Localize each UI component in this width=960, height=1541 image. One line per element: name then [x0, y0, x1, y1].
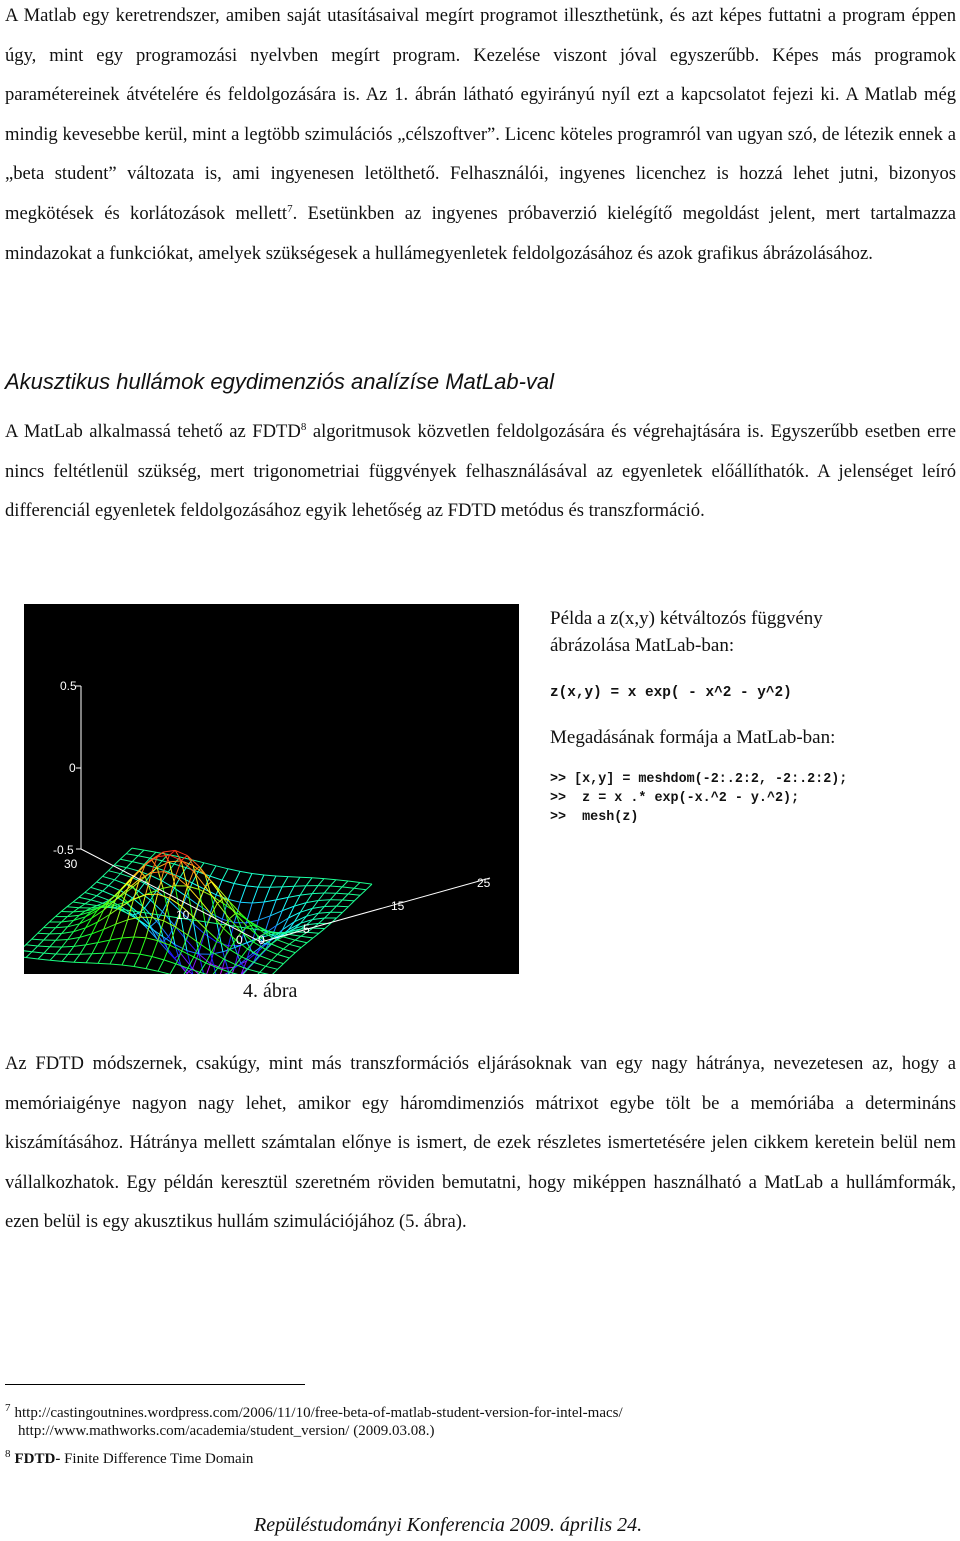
- mesh-segment: [188, 935, 200, 944]
- mesh-segment: [122, 937, 134, 938]
- mesh-segment: [228, 869, 240, 872]
- mesh-segment: [132, 848, 144, 850]
- mesh-segment: [108, 871, 120, 874]
- mesh-segment: [140, 938, 146, 954]
- footnote-8: $^8$ FDTD- Finite Difference Time Domain: [5, 1448, 254, 1467]
- mesh-segment: [294, 877, 300, 886]
- mesh-segment: [120, 854, 126, 860]
- mesh-segment: [38, 959, 50, 960]
- footnote-7-line2: [18, 1421, 434, 1441]
- mesh-segment: [138, 856, 150, 858]
- mesh-segment: [194, 917, 206, 929]
- mesh-segment: [140, 895, 146, 918]
- mesh-segment: [301, 943, 307, 948]
- mesh-segment: [115, 880, 127, 885]
- mesh-segment: [240, 886, 246, 902]
- mesh-segment: [134, 954, 140, 966]
- mesh-segment: [241, 914, 253, 925]
- mesh-segment: [50, 940, 56, 947]
- mesh-segment: [264, 900, 276, 902]
- mesh-segment: [266, 960, 272, 966]
- mesh-segment: [277, 940, 289, 945]
- mesh-segment: [44, 922, 50, 928]
- y-tick-label: 30: [64, 857, 78, 871]
- mesh-segment: [266, 966, 278, 969]
- mesh-segment: [300, 894, 312, 896]
- mesh-segment: [68, 946, 74, 954]
- mesh-segment: [134, 967, 146, 969]
- mesh-segment: [258, 916, 270, 920]
- mesh-segment: [306, 878, 312, 886]
- mesh-segment: [210, 866, 216, 876]
- mesh-segment: [151, 921, 157, 926]
- mesh-segment: [67, 907, 79, 908]
- mesh-segment: [32, 939, 44, 940]
- mesh-segment: [288, 895, 300, 897]
- mesh-segment: [252, 887, 258, 903]
- mesh-segment: [307, 938, 313, 943]
- footnote-ref-7[interactable]: 7: [287, 202, 293, 215]
- mesh-segment: [282, 886, 294, 887]
- mesh-segment: [44, 953, 56, 954]
- mesh-segment: [74, 954, 80, 962]
- mesh-segment: [104, 940, 110, 953]
- mesh-segment: [318, 900, 330, 901]
- mesh-segment: [330, 893, 336, 900]
- mesh-segment: [80, 954, 92, 955]
- mesh-segment: [24, 945, 26, 951]
- mesh-segment: [122, 965, 134, 967]
- mesh-segment: [300, 886, 306, 895]
- mesh-segment: [336, 880, 348, 881]
- mesh-segment: [86, 943, 98, 945]
- mesh-segment: [283, 944, 289, 949]
- mesh-segment: [282, 877, 288, 887]
- mesh-segment: [348, 901, 354, 907]
- mesh-segment: [254, 972, 260, 974]
- y-tick-label: 0: [236, 933, 243, 947]
- mesh-segment: [252, 874, 264, 876]
- mesh-segment: [343, 907, 349, 913]
- mesh-segment: [110, 953, 116, 964]
- mesh-segment: [331, 906, 337, 912]
- mesh-segment: [217, 972, 229, 974]
- y-tick-label: 10: [176, 908, 190, 922]
- mesh-segment: [342, 894, 348, 900]
- mesh-segment: [216, 866, 228, 869]
- mesh-segment: [62, 954, 68, 961]
- mesh-segment: [272, 954, 278, 960]
- mesh-segment: [300, 877, 312, 878]
- mesh-segment: [26, 952, 32, 958]
- mesh-segment: [260, 956, 272, 961]
- mesh-segment: [145, 913, 157, 915]
- mesh-segment: [313, 933, 319, 938]
- mesh-segment: [336, 887, 342, 893]
- mesh-segment: [38, 940, 44, 946]
- mesh-segment: [246, 886, 258, 887]
- mesh-segment: [354, 888, 366, 890]
- section-paragraph: A MatLab alkalmassá tehető az FDTD$^8$ algoritmusok közvetlen feldolgozására és végrehajtására is. Egyszerűbb esetben erre nincs feltétlenül szükség, mert trigonometriai függvények felhasználásával az egyenletek előállíthatók. A jelenséget leíró differenciál egyenletek feldolgozásához egyik lehetőség az FDTD metódus és transzformáció.: [5, 421, 956, 522]
- mesh-segment: [132, 856, 138, 862]
- mesh-segment: [62, 946, 74, 947]
- mesh-plot: [24, 604, 519, 974]
- mesh-segment: [74, 945, 86, 947]
- mesh-segment: [186, 896, 198, 905]
- mesh-segment: [348, 888, 354, 894]
- mesh-segment: [151, 893, 157, 915]
- mesh-segment: [86, 954, 92, 963]
- mesh-segment: [218, 940, 230, 949]
- section-heading: Akusztikus hullámok egydimenziós analízíse MatLab-val: [5, 369, 555, 394]
- mesh-segment: [85, 900, 91, 904]
- mesh-segment: [312, 878, 324, 879]
- mesh-segment: [199, 867, 211, 882]
- mesh-segment: [146, 894, 158, 895]
- mesh-segment: [98, 940, 110, 943]
- mesh-segment: [246, 874, 252, 886]
- mesh-segment: [169, 861, 181, 862]
- mesh-segment: [252, 902, 264, 903]
- mesh-segment: [110, 938, 122, 940]
- mesh-segment: [272, 960, 284, 963]
- mesh-segment: [337, 912, 343, 918]
- mesh-segment: [110, 964, 122, 965]
- form-label: Megadásának formája a MatLab-ban:: [550, 727, 836, 748]
- mesh-plot-figure: [24, 604, 519, 974]
- z-tick-label: -0.5: [53, 843, 74, 857]
- mesh-segment: [204, 863, 216, 866]
- mesh-segment: [354, 895, 360, 901]
- mesh-segment: [134, 937, 146, 938]
- footnote-7-link-2[interactable]: http://www.mathworks.com/academia/student_version/ (2009.03.08.): [18, 1423, 435, 1439]
- mesh-segment: [61, 907, 67, 912]
- mesh-segment: [222, 869, 228, 880]
- mesh-segment: [115, 874, 121, 880]
- mesh-segment: [318, 879, 324, 886]
- mesh-segment: [260, 966, 266, 972]
- mesh-segment: [289, 953, 295, 958]
- mesh-segment: [92, 943, 98, 954]
- mesh-segment: [44, 947, 50, 953]
- mesh-segment: [336, 893, 348, 894]
- mesh-segment: [126, 862, 132, 868]
- mesh-segment: [229, 914, 235, 919]
- mesh-segment: [319, 929, 325, 934]
- mesh-segment: [91, 882, 97, 887]
- mesh-segment: [205, 922, 217, 924]
- mesh-segment: [38, 933, 50, 934]
- mesh-segment: [146, 957, 152, 969]
- mesh-segment: [152, 941, 158, 957]
- mesh-segment: [265, 944, 271, 945]
- mesh-segment: [56, 940, 68, 941]
- mesh-segment: [145, 900, 151, 908]
- x-tick-label: 0: [258, 933, 265, 947]
- mesh-segment: [26, 939, 32, 945]
- mesh-segment: [258, 875, 264, 887]
- mesh-segment: [248, 962, 254, 969]
- mesh-segment: [79, 904, 85, 908]
- mesh-segment: [103, 876, 115, 879]
- mesh-segment: [278, 964, 284, 970]
- mesh-segment: [301, 936, 313, 938]
- mesh-segment: [92, 953, 104, 954]
- mesh-segment: [140, 954, 152, 956]
- mesh-segment: [56, 947, 62, 954]
- mesh-segment: [86, 963, 98, 964]
- mesh-segment: [97, 876, 103, 882]
- mesh-segment: [283, 937, 295, 940]
- mesh-segment: [73, 897, 79, 902]
- mesh-segment: [276, 887, 282, 900]
- mesh-segment: [80, 945, 86, 954]
- mesh-segment: [240, 871, 252, 873]
- mesh-segment: [200, 929, 206, 944]
- x-axis: [261, 878, 490, 942]
- footnote-7-link[interactable]: http://castingoutnines.wordpress.com/2006/11/10/free-beta-of-matlab-student-version-for-intel-macs/: [14, 1405, 623, 1421]
- mesh-segment: [73, 902, 85, 904]
- mesh-segment: [277, 949, 283, 954]
- footnote-7: $^7$ http://castingoutnines.wordpress.com/2006/11/10/free-beta-of-matlab-student-version-for-intel-macs/: [5, 1402, 623, 1421]
- mesh-segment: [193, 920, 205, 922]
- mesh-segment: [228, 884, 234, 900]
- mesh-segment: [122, 920, 128, 938]
- mesh-segment: [126, 854, 138, 856]
- mesh-segment: [98, 963, 110, 964]
- mesh-segment: [74, 962, 86, 963]
- mesh-segment: [284, 958, 290, 964]
- mesh-segment: [342, 881, 348, 887]
- mesh-segment: [91, 900, 103, 903]
- mesh-segment: [258, 902, 264, 920]
- mesh-segment: [24, 956, 26, 958]
- mesh-segment: [330, 886, 342, 887]
- mesh-segment: [283, 949, 295, 953]
- mesh-segment: [240, 902, 252, 903]
- mesh-segment: [128, 937, 134, 953]
- mesh-segment: [348, 894, 360, 895]
- mesh-segment: [152, 957, 164, 960]
- mesh-segment: [55, 912, 61, 917]
- mesh-segment: [242, 949, 248, 957]
- mesh-segment: [264, 887, 270, 902]
- mesh-segment: [324, 886, 330, 893]
- figure-caption: 4. ábra: [243, 980, 298, 1002]
- mesh-segment: [128, 953, 140, 954]
- x-tick-label: 5: [303, 922, 310, 936]
- mesh-segment: [91, 887, 103, 891]
- mesh-segment: [132, 862, 144, 865]
- mesh-segment: [336, 906, 348, 907]
- mesh-segment: [103, 886, 109, 891]
- mesh-segment: [138, 850, 144, 856]
- mesh-segment: [38, 928, 44, 934]
- mesh-segment: [270, 876, 276, 887]
- intro-paragraph: A Matlab egy keretrendszer, amiben saját utasításaival megírt programot illeszthetünk, és azt képes futtatni a program éppen úgy, mint egy programozási nyelvben megírt program. Kezelése viszont jóval egyszerűbb. Képes más programok paramétereinek átvételére és feldolgozására is. Az 1. ábrán látható egyirányú nyíl ezt a kapcsolatot fejezi ki. A Matlab még mindig kevesebbe kerül, mint a legtöbb szimulációs „célszoftver”. Licenc köteles programról van ugyan szó, de létezik ennek a „beta student” változata is, ami ingyenesen letölthető. Felhasználói, ingyenes licenchez is hozzá lehet jutni, bizonyos megkötések és korlátozások mellett$^7$. Esetünkben az ingyenes próbaverzió kielégítő megoldást jelent, mert tartalmazza mindazokat a funkciókat, amelyek szükségesek a hullámegyenletek feldolgozásához és azok grafikus ábrázolásához.: [5, 5, 956, 264]
- example-title: Példa a z(x,y) kétváltozós függvény ábrázolása MatLab-ban:: [550, 608, 823, 656]
- mesh-segment: [56, 927, 68, 928]
- mesh-segment: [79, 893, 85, 898]
- mesh-segment: [98, 953, 104, 963]
- mesh-segment: [312, 886, 318, 894]
- mesh-segment: [67, 902, 73, 907]
- mesh-segment: [170, 964, 176, 974]
- mesh-segment: [126, 848, 132, 854]
- mesh-segment: [120, 859, 132, 861]
- mesh-segment: [50, 954, 56, 960]
- mesh-segment: [295, 940, 307, 943]
- mesh-segment: [114, 859, 120, 865]
- mesh-segment: [32, 933, 38, 939]
- mesh-segment: [276, 876, 288, 877]
- page-footer: Repüléstudományi Konferencia 2009. április 24.: [254, 1514, 643, 1536]
- mesh-segment: [324, 879, 336, 880]
- matlab-code: >> [x,y] = meshdom(-2:.2:2, -2:.2:2); >> z = x .* exp(-x.^2 - y.^2); >> mesh(z): [550, 772, 848, 825]
- mesh-segment: [164, 960, 176, 964]
- mesh-segment: [62, 961, 74, 962]
- mesh-segment: [103, 891, 115, 896]
- mesh-segment: [176, 860, 182, 876]
- mesh-segment: [248, 969, 260, 972]
- mesh-segment: [271, 944, 283, 949]
- mesh-segment: [342, 900, 354, 901]
- mesh-segment: [188, 872, 194, 887]
- mesh-segment: [260, 972, 272, 974]
- mesh-segment: [276, 897, 288, 900]
- mesh-segment: [97, 896, 109, 901]
- mesh-segment: [62, 940, 68, 948]
- mesh-segment: [158, 971, 170, 974]
- mesh-segment: [217, 887, 229, 901]
- mesh-segment: [103, 871, 109, 877]
- mesh-segment: [24, 950, 32, 952]
- mesh-segment: [234, 871, 240, 883]
- mesh-segment: [91, 896, 97, 900]
- mesh-segment: [295, 936, 301, 940]
- mesh-segment: [271, 940, 277, 944]
- mesh-segment: [151, 900, 163, 912]
- z-tick-label: 0.5: [60, 679, 77, 693]
- mesh-segment: [223, 946, 229, 969]
- mesh-segment: [289, 940, 295, 944]
- mesh-segment: [360, 883, 372, 885]
- mesh-segment: [324, 900, 330, 907]
- mesh-segment: [32, 946, 38, 952]
- mesh-segment: [288, 877, 300, 878]
- mesh-segment: [200, 972, 212, 974]
- mesh-segment: [289, 934, 301, 936]
- mesh-segment: [354, 883, 360, 889]
- mesh-segment: [97, 891, 103, 896]
- x-tick-label: 25: [477, 876, 491, 890]
- mesh-segment: [342, 887, 354, 888]
- mesh-segment: [260, 949, 266, 955]
- mesh-segment: [116, 938, 122, 953]
- mesh-segment: [360, 890, 366, 896]
- closing-paragraph: Az FDTD módszernek, csakúgy, mint más transzformációs eljárásoknak van egy nagy hátránya, nevezetesen az, hogy a memóriaigénye nagyon nagy lehet, amikor egy háromdimenziós mátrixot egybe tölt be a memóriába a determináns kiszámításához. Hátránya mellett számtalan előnye is ismert, de ezek részletes ismertetésére jelen cikkem keretein belül nem vállalkozhatok. Egy példán keresztül szeretném röviden bemutatni, hogy miképpen használható a MatLab a hullámformák, ezen belül is egy akusztikus hullám szimulációjához (5. ábra).: [5, 1053, 956, 1233]
- mesh-segment: [38, 946, 50, 947]
- mesh-segment: [254, 962, 266, 966]
- mesh-segment: [210, 876, 222, 880]
- mesh-segment: [289, 944, 301, 947]
- mesh-segment: [277, 954, 289, 958]
- mesh-segment: [109, 880, 115, 886]
- mesh-segment: [288, 886, 294, 897]
- mesh-segment: [348, 881, 360, 883]
- mesh-segment: [295, 948, 301, 953]
- plot-axes: [76, 686, 490, 942]
- mesh-segment: [169, 916, 175, 944]
- mesh-segment: [56, 934, 62, 941]
- x-tick-label: 15: [391, 899, 405, 913]
- mesh-segment: [50, 960, 62, 961]
- mesh-segment: [126, 868, 138, 871]
- mesh-segment: [97, 882, 109, 886]
- mesh-segment: [234, 884, 246, 886]
- mesh-segment: [85, 887, 91, 892]
- mesh-segment: [32, 952, 44, 953]
- mesh-segment: [144, 850, 156, 852]
- mesh-segment: [122, 953, 128, 965]
- mesh-segment: [134, 917, 140, 937]
- mesh-segment: [330, 880, 336, 886]
- mesh-segment: [139, 883, 145, 891]
- mesh-segment: [146, 969, 158, 972]
- mesh-segment: [264, 875, 276, 876]
- mesh-segment: [236, 965, 248, 969]
- mesh-segment: [294, 886, 306, 887]
- mesh-segment: [222, 880, 234, 883]
- mesh-segment: [193, 954, 199, 969]
- mesh-segment: [85, 893, 97, 896]
- mesh-segment: [158, 894, 170, 898]
- formula: z(x,y) = x exp( - x^2 - y^2): [550, 685, 792, 701]
- mesh-segment: [336, 900, 342, 906]
- z-tick-label: 0: [69, 761, 76, 775]
- mesh-segment: [318, 893, 324, 901]
- mesh-segment: [50, 928, 56, 934]
- mesh-segment: [49, 917, 55, 922]
- footnote-separator: [5, 1384, 305, 1385]
- mesh-segment: [44, 934, 50, 940]
- mesh-segment: [116, 920, 128, 924]
- mesh-segment: [158, 960, 164, 971]
- mesh-segment: [265, 949, 277, 954]
- mesh-segment: [26, 958, 38, 960]
- mesh-segment: [79, 897, 91, 900]
- mesh-segment: [85, 904, 97, 906]
- mesh-segment: [205, 964, 211, 974]
- mesh-segment: [312, 893, 324, 894]
- mesh-segment: [109, 886, 121, 891]
- mesh-segment: [224, 928, 236, 940]
- mesh-segment: [26, 945, 38, 946]
- mesh-segment: [319, 912, 331, 913]
- mesh-segment: [157, 915, 169, 917]
- footnote-ref-8[interactable]: 8: [300, 421, 307, 433]
- mesh-segment: [272, 969, 278, 974]
- mesh-segment: [38, 953, 44, 959]
- mesh-segment: [366, 884, 372, 890]
